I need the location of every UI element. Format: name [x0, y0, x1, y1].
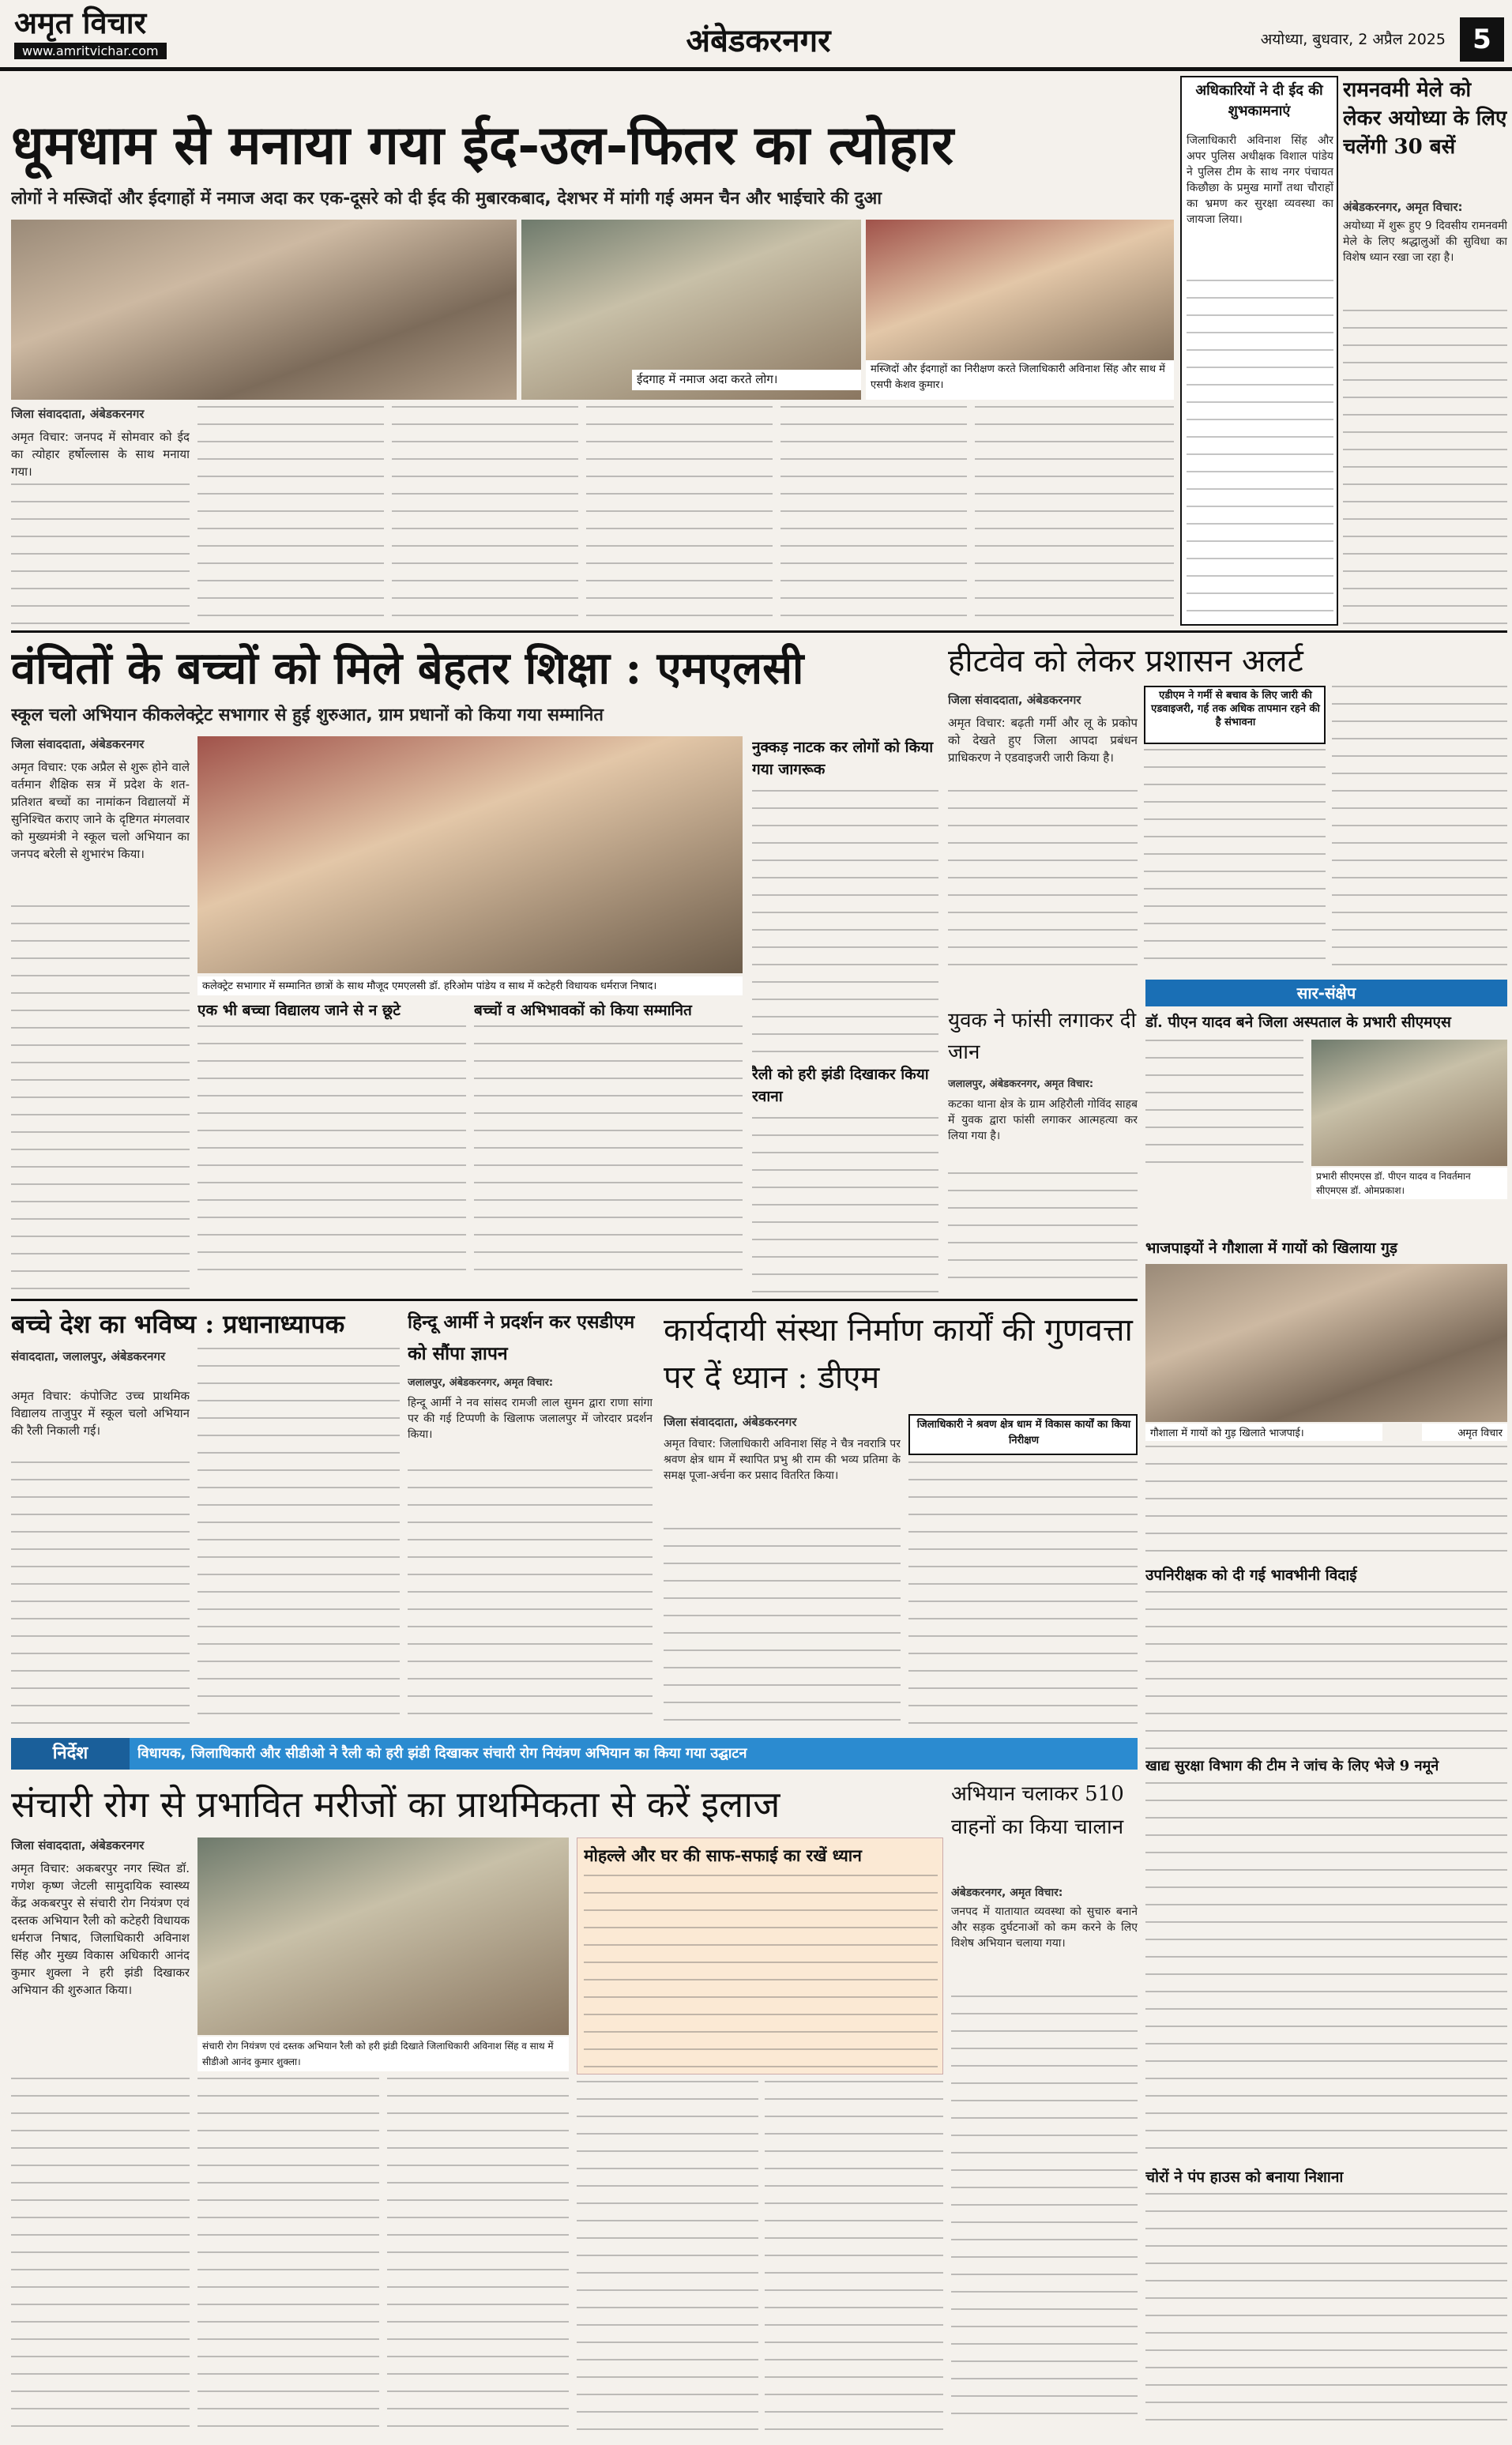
ram-navami-lead: अयोध्या में शुरू हुए 9 दिवसीय रामनवमी मेले के लिए श्रद्धालुओं की सुविधा का विशेष ध्यान रखा जा रहा है। [1343, 220, 1507, 264]
lead-body-col3 [392, 406, 578, 626]
hindu-army-byline: जलालपुर, अंबेडकरनगर, अमृत विचार: [408, 1377, 554, 1389]
ram-navami-text [1343, 310, 1507, 626]
saar-item4-head[interactable]: खाद्य सुरक्षा विभाग की टीम ने जांच के लिए भेजे 9 नमूने [1145, 1758, 1439, 1774]
lead-photo-1 [11, 220, 517, 400]
cleanliness-inset-head[interactable]: मोहल्ले और घर की साफ-सफाई का रखें ध्यान [584, 1845, 862, 1865]
quality-inset-text: जिलाधिकारी ने श्रवण क्षेत्र धाम में विकास कार्यों का किया निरीक्षण [916, 1419, 1131, 1446]
hindu-army-headline[interactable]: हिन्दू आर्मी ने प्रदर्शन कर एसडीएम को सौंपा ज्ञापन [408, 1311, 635, 1364]
lead-byline: जिला संवाददाता, अंबेडकरनगर [11, 407, 145, 421]
principal-lead: अमृत विचार: कंपोजिट उच्च प्राथमिक विद्यालय ताजुपुर में स्कूल चलो अभियान की रैली निकाली गई। [11, 1389, 190, 1438]
hanging-text [948, 1172, 1138, 1292]
disease-col5 [765, 2081, 943, 2430]
cleanliness-inset-text [584, 1875, 938, 2069]
education-subhead-2: बच्चों व अभिभावकों को किया सम्मानित [474, 1002, 692, 1019]
heatwave-inset-text: एडीएम ने गर्मी से बचाव के लिए जारी की एडवाइजरी, गर्ह तक अधिक तापमान रहने की है संभावना [1151, 690, 1320, 728]
heatwave-inset [1144, 686, 1326, 744]
heatwave-col1 [948, 790, 1138, 972]
page-number: 5 [1460, 17, 1504, 62]
vehicle-byline: अंबेडकरनगर, अमृत विचार: [951, 1886, 1063, 1899]
officials-wishes-box [1180, 76, 1338, 626]
vehicle-text [951, 1995, 1138, 2430]
heatwave-col2 [1144, 749, 1326, 972]
education-col3 [474, 1025, 743, 1286]
disease-col2 [197, 2078, 379, 2430]
saar-photo-credit: अमृत विचार [1422, 1424, 1507, 1441]
hindu-army-lead: हिन्दू आर्मी ने नव सांसद रामजी लाल सुमन द्वारा राणा सांगा पर की गई टिप्पणी के खिलाफ जलालपुर में जोरदार प्रदर्शन किया। [408, 1397, 653, 1441]
hanging-headline[interactable]: युवक ने फांसी लगाकर दी जान [948, 1009, 1137, 1064]
disease-photo [197, 1838, 569, 2035]
education-byline: जिला संवाददाता, अंबेडकरनगर [11, 737, 145, 751]
education-lead: अमृत विचार: एक अप्रैल से शुरू होने वाले वर्तमान शैक्षिक सत्र में प्रदेश के शत-प्रतिशत बच्चों का नामांकन विद्यालयों में सुनिश्चित कराए जाने के दृष्टिगत मंगलवार को मुख्यमंत्री ने स्कूल चलो अभियान का जनपद बरेली से शुभारंभ किया। [11, 760, 190, 861]
vehicle-lead: जनपद में यातायात व्यवस्था को सुचारु बनाने और सड़क दुर्घटनाओं को कम करने के लिए विशेष अभियान चलाया गया। [951, 1905, 1138, 1950]
lead-body-col6 [975, 406, 1174, 626]
hanging-byline: जलालपुर, अंबेडकरनगर, अमृत विचार: [948, 1078, 1094, 1090]
heatwave-lead: अमृत विचार: बढ़ती गर्मी और लू के प्रकोप को देखते हुए जिला आपदा प्रबंधन प्राधिकरण ने एडवाइजरी जारी किया है। [948, 716, 1138, 765]
lead-body-text [11, 483, 190, 626]
masthead [0, 0, 1512, 71]
disease-lead: अमृत विचार: अकबरपुर नगर स्थित डॉ. गणेश कृष्ण जेटली सामुदायिक स्वास्थ्य केंद्र अकबरपुर से संचारी रोग नियंत्रण एवं दस्तक अभियान रैली को कटेहरी विधायक धर्मराज निषाद, जिलाधिकारी अविनाश सिंह और मुख्य विकास अधिकारी आनंद कुमार शुक्ला ने हरी झंडी दिखाकर अभियान की शुरुआत किया। [11, 1861, 190, 1997]
lead-subhead: लोगों ने मस्जिदों और ईदगाहों में नमाज अदा कर एक-दूसरे को दी ईद की मुबारकबाद, देशभर में मांगी गई अमन चैन और भाईचारे की दुआ [11, 189, 882, 209]
quality-inset [908, 1414, 1138, 1455]
saar-item2-photo [1145, 1264, 1507, 1422]
education-headline[interactable]: वंचितों के बच्चों को मिले बेहतर शिक्षा : एमएलसी [11, 642, 804, 694]
education-photo-caption: कलेक्ट्रेट सभागार में सम्मानित छात्रों के साथ मौजूद एमएलसी डॉ. हरिओम पांडेय व साथ में कटेहरी विधायक धर्मराज निषाद। [197, 976, 743, 995]
rally-text [752, 1117, 938, 1292]
natak-headline[interactable]: नुक्कड़ नाटक कर लोगों को किया गया जागरूक [752, 739, 934, 778]
nirdesh-text: विधायक, जिलाधिकारी और सीडीओ ने रैली को हरी झंडी दिखाकर संचारी रोग नियंत्रण अभियान का किया गया उद्घाटन [137, 1745, 747, 1762]
saar-item3-text [1145, 1591, 1507, 1749]
hindu-army-text [408, 1469, 653, 1730]
lead-photo-2 [521, 220, 861, 400]
rally-headline[interactable]: रैली को हरी झंडी दिखाकर किया रवाना [752, 1066, 929, 1105]
lead-body-col2 [197, 406, 384, 626]
principal-col2 [197, 1348, 400, 1730]
quality-col2 [908, 1461, 1138, 1730]
website-url[interactable]: www.amritvichar.com [14, 43, 167, 59]
heatwave-headline[interactable]: हीटवेव को लेकर प्रशासन अलर्ट [948, 643, 1303, 679]
quality-col1 [664, 1528, 901, 1730]
paper-name: अमृत विचार [14, 5, 147, 40]
paper-logo[interactable] [14, 5, 251, 68]
education-subhead-1: एक भी बच्चा विद्यालय जाने से न छूटे [197, 1002, 401, 1019]
saar-item1-caption: प्रभारी सीएमएस डॉ. पीएन यादव व निवर्तमान सीएमएस डॉ. ओमप्रकाश। [1311, 1168, 1507, 1199]
heatwave-byline: जिला संवाददाता, अंबेडकरनगर [948, 693, 1081, 707]
section-name: अंबेडकरनगर [686, 22, 831, 59]
section-divider [11, 630, 1507, 633]
cleanliness-inset [577, 1838, 943, 2074]
saar-item3-head[interactable]: उपनिरीक्षक को दी गई भावभीनी विदाई [1145, 1567, 1357, 1584]
lead-photo-3 [866, 220, 1174, 400]
education-col2 [197, 1025, 466, 1286]
lead-photo-caption-1: ईदगाह में नमाज अदा करते लोग। [632, 370, 861, 390]
quality-headline[interactable]: कार्यदायी संस्था निर्माण कार्यों की गुणवत्ता पर दें ध्यान : डीएम [664, 1312, 1133, 1396]
saar-item5-head[interactable]: चोरों ने पंप हाउस को बनाया निशाना [1145, 2169, 1344, 2186]
principal-col1 [11, 1461, 190, 1730]
principal-headline[interactable]: बच्चे देश का भविष्य : प्रधानाध्यापक [11, 1309, 345, 1339]
saar-item1-text [1145, 1040, 1303, 1174]
lead-body-col4 [586, 406, 773, 626]
lead-body-col5 [780, 406, 967, 626]
quality-byline: जिला संवाददाता, अंबेडकरनगर [664, 1415, 797, 1429]
vehicle-headline[interactable]: अभियान चलाकर 510 वाहनों का किया चालान [951, 1782, 1124, 1839]
saar-sankshep-title: सार-संक्षेप [1145, 980, 1507, 1006]
disease-byline: जिला संवाददाता, अंबेडकरनगर [11, 1838, 145, 1853]
disease-photo-caption: संचारी रोग नियंत्रण एवं दस्तक अभियान रैली को हरी झंडी दिखाते जिलाधिकारी अविनाश सिंह व साथ में सीडीओ आनंद कुमार शुक्ला। [197, 2037, 569, 2071]
ram-navami-byline: अंबेडकरनगर, अमृत विचार: [1343, 200, 1463, 214]
principal-byline: संवाददाता, जलालपुर, अंबेडकरनगर [11, 1349, 166, 1364]
disease-col3 [387, 2078, 569, 2430]
lead-headline[interactable]: धूमधाम से मनाया गया ईद-उल-फितर का त्योहार [11, 114, 954, 177]
disease-col1 [11, 2078, 190, 2430]
nirdesh-strip [11, 1738, 1138, 1770]
saar-item5-text [1145, 2193, 1507, 2430]
education-subhead: स्कूल चलो अभियान कीकलेक्ट्रेट सभागार से हुई शुरुआत, ग्राम प्रधानों को किया गया सम्मानित [11, 705, 604, 725]
officials-wishes-text [1187, 280, 1333, 619]
quality-lead: अमृत विचार: जिलाधिकारी अविनाश सिंह ने चैत्र नवरात्रि पर श्रवण क्षेत्र धाम में स्थापित प्रभु श्री राम की भव्य प्रतिमा के समक्ष पूजा-अर्चना कर प्रसाद वितरित किया। [664, 1438, 901, 1482]
ram-navami-headline[interactable]: रामनवमी मेले को लेकर अयोध्या के लिए चलेंगी 30 बसें [1343, 78, 1507, 159]
education-text [11, 905, 190, 1292]
saar-item2-head[interactable]: भाजपाइयों ने गौशाला में गायों को खिलाया गुड़ [1145, 1239, 1397, 1257]
saar-item2-text [1145, 1446, 1507, 1556]
hanging-lead: कटका थाना क्षेत्र के ग्राम अहिरौली गोविंद साहब में युवक द्वारा फांसी लगाकर आत्महत्या कर लिया गया है। [948, 1098, 1138, 1142]
saar-item1-photo [1311, 1040, 1507, 1166]
disease-headline[interactable]: संचारी रोग से प्रभावित मरीजों का प्राथमिकता से करें इलाज [11, 1783, 780, 1826]
lead-body-lead: अमृत विचार: जनपद में सोमवार को ईद का त्योहार हर्षोल्लास के साथ मनाया गया। [11, 430, 190, 479]
education-photo [197, 736, 743, 973]
saar-item4-text [1145, 1782, 1507, 2161]
saar-item1-head[interactable]: डॉ. पीएन यादव बने जिला अस्पताल के प्रभारी सीएमएस [1145, 1014, 1451, 1031]
disease-col4 [577, 2081, 758, 2430]
section-divider-2 [11, 1299, 1138, 1301]
natak-text [752, 790, 938, 1059]
officials-wishes-lead: जिलाधिकारी अविनाश सिंह और अपर पुलिस अधीक्षक विशाल पांडेय ने पुलिस टीम के साथ नगर पंचायत किछौछा के प्रमुख मार्गों तथा चौराहों का भ्रमण कर सुरक्षा व्यवस्था का जायजा लिया। [1187, 134, 1333, 226]
heatwave-col3 [1332, 686, 1507, 972]
dateline: अयोध्या, बुधवार, 2 अप्रैल 2025 [1260, 31, 1446, 48]
officials-wishes-title[interactable]: अधिकारियों ने दी ईद की शुभकामनाएं [1195, 82, 1323, 119]
lead-photo-caption-2: मस्जिदों और ईदगाहों का निरीक्षण करते जिलाधिकारी अविनाश सिंह और साथ में एसपी केशव कुमार। [866, 360, 1174, 400]
saar-item2-caption: गौशाला में गायों को गुड़ खिलाते भाजपाई। [1145, 1424, 1382, 1441]
nirdesh-label: निर्देश [11, 1738, 130, 1770]
